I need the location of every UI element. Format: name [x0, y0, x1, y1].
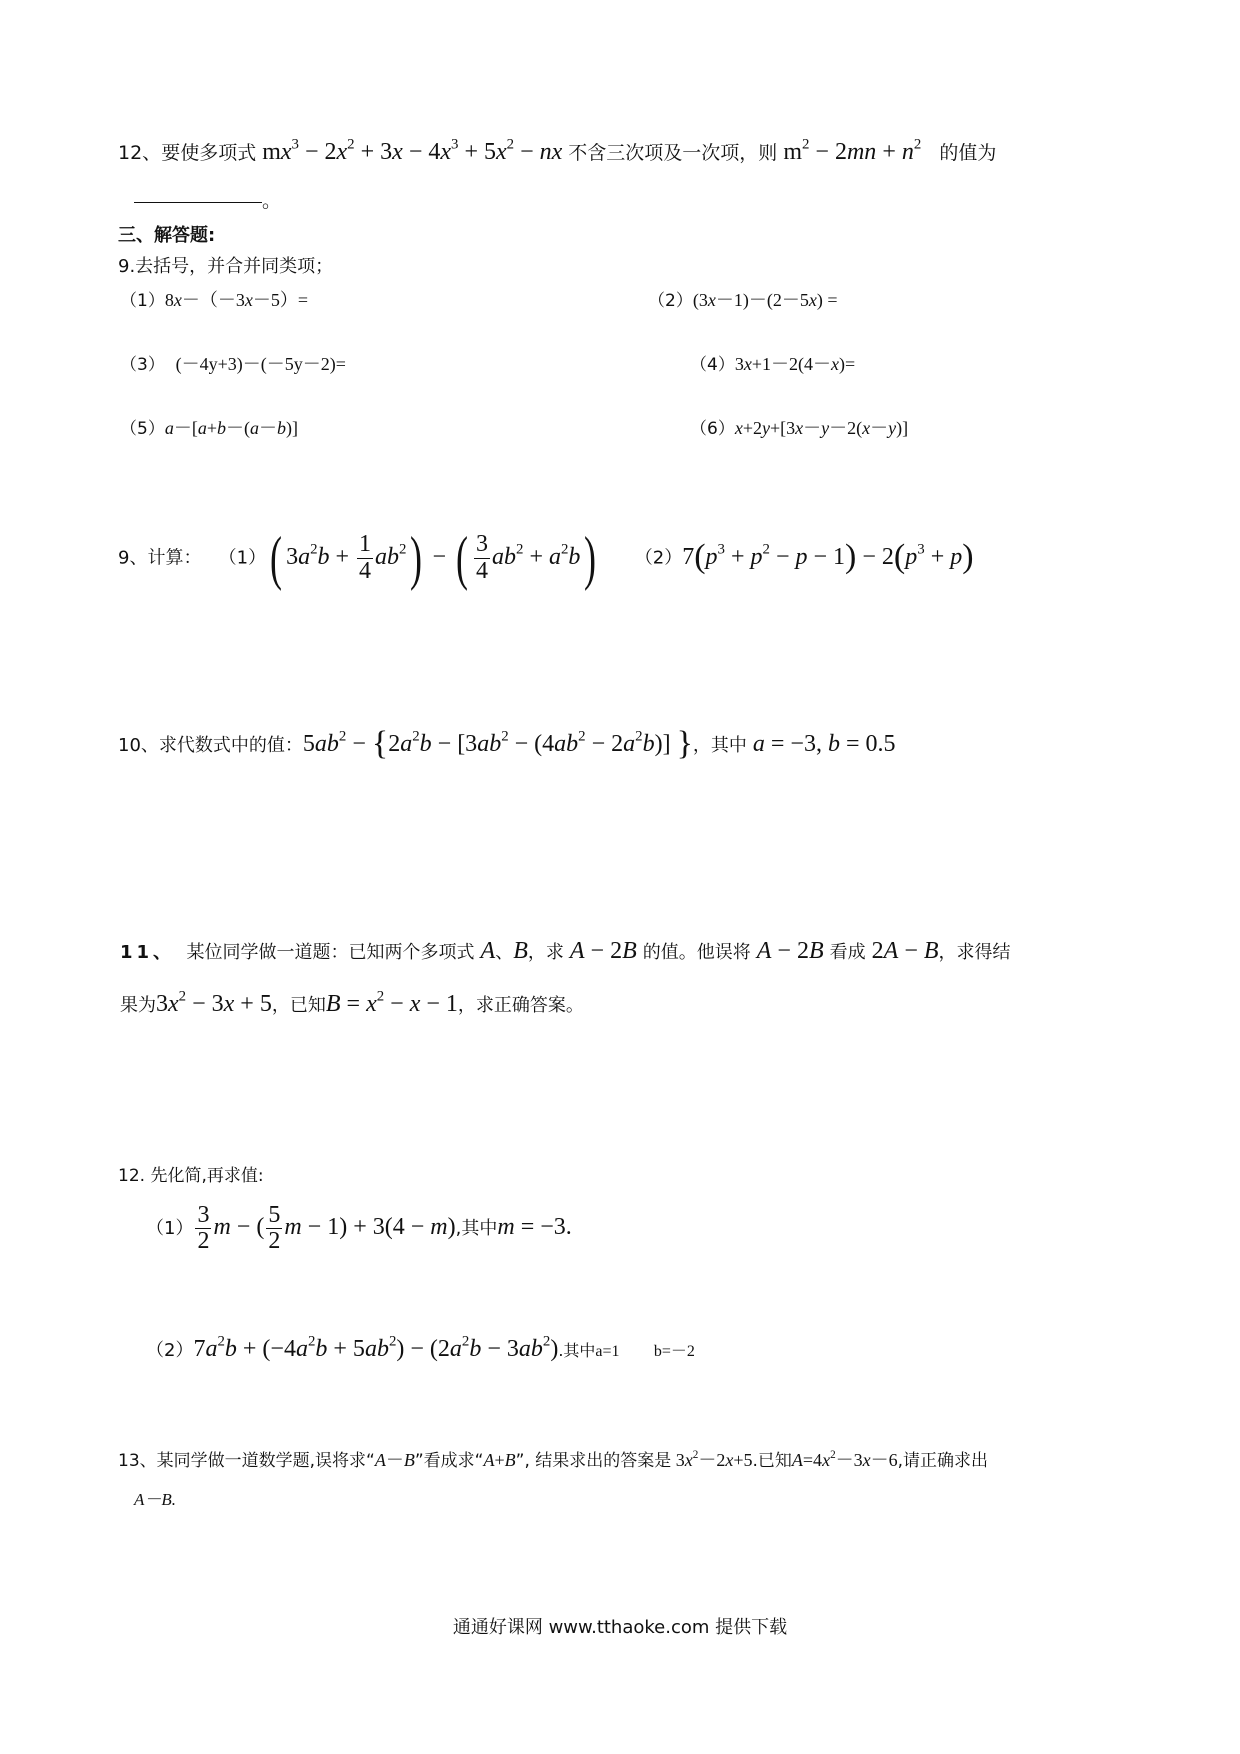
- question-11-line1: 11、 某位同学做一道题：已知两个多项式 A、B，求 A − 2B 的值。他误将 A − 2B 看成 2A − B，求得结: [120, 938, 1011, 964]
- question-10: [118, 724, 896, 765]
- condition-values: a = −3, b = 0.5: [752, 731, 896, 757]
- end-mark: 。: [262, 190, 282, 212]
- section-heading: 三、解答题:: [118, 225, 216, 246]
- question-13-line2: A－B.: [134, 1490, 177, 1509]
- q12-part-2: [146, 1335, 695, 1364]
- q13-text: ”, 结果求出的答案是: [515, 1451, 672, 1471]
- q11-text: ，求正确答案。: [457, 995, 584, 1016]
- q9a-item-6: （6）x+2y+[3x－y－2(x－y)]: [690, 418, 909, 439]
- q9a-item-2: （2）(3x－1)－(2－5x) =: [648, 290, 838, 311]
- question-prefix: 要使多项式: [161, 142, 257, 164]
- answer-blank-line: [134, 190, 281, 213]
- q13-text: ,请正确求出: [897, 1451, 989, 1471]
- polynomial-expression: $mx^3 - 2x^2 + 3x - 4x^3 + 5x^2$ − nx: [256, 136, 563, 165]
- answer-blank: [134, 202, 262, 203]
- q9a-item-4: （4）3x+1－2(4－x)=: [690, 354, 856, 375]
- b-value: b=－2: [653, 1343, 695, 1360]
- expression-2: $7(p^3 + p^2 - p - 1) - 2(p^3 + p)$: [682, 537, 974, 575]
- question-number: 11、: [120, 942, 176, 963]
- part-label: （1）: [218, 547, 267, 569]
- part-label: （1）: [146, 1218, 194, 1240]
- q11-text: ，求: [527, 942, 564, 963]
- expression: $\frac{3}{2}$ m − ( $\frac{5}{2}$ m − 1) + 3(4 − m): [197, 1202, 456, 1255]
- q11-text: ，求得结: [938, 942, 1011, 963]
- item-label: （4）: [690, 355, 735, 375]
- condition-prefix: ，其中: [692, 735, 747, 756]
- item-label: （3）: [120, 355, 165, 375]
- q13-text: .已知: [752, 1451, 792, 1471]
- q11-text: ，已知: [271, 995, 326, 1016]
- question-condition: 不含三次项及一次项，则: [568, 142, 778, 164]
- item-label: （6）: [690, 419, 735, 439]
- question-9a-title: 9.去括号，并合并同类项；: [118, 256, 334, 277]
- condition-prefix: ,其中: [455, 1218, 498, 1240]
- q12-part-1: （1） $\frac{3}{2}$ m − ( $\frac{5}{2}$ m − 1) + 3(4 − m),其中m = −3.: [146, 1202, 572, 1255]
- question-number: 10、: [118, 735, 159, 756]
- expression: $5ab^2 - \{2a^2b - [3ab^2 - (4ab^2 - 2a^2b)]$ }: [302, 725, 693, 762]
- q13-text: ”看成求“: [414, 1451, 484, 1471]
- question-suffix: 的值为: [939, 142, 997, 164]
- footer-source: 通通好课网 www.tthaoke.com 提供下载: [452, 1617, 788, 1638]
- question-9b: [118, 525, 974, 591]
- q11-text: 看成: [829, 942, 866, 963]
- question-12-top: [118, 138, 996, 167]
- q13-text: 某同学做一道数学题,误将求“: [156, 1451, 375, 1471]
- q9a-item-1: （1）8x－（－3x－5）=: [120, 290, 308, 311]
- question-prefix: 求代数式中的值：: [158, 735, 303, 756]
- q11-text: 果为: [120, 995, 156, 1016]
- q11-text: 的值。他误将: [642, 942, 751, 963]
- part-label: （2）: [634, 547, 683, 569]
- q11-text: 某位同学做一道题：已知两个多项式: [186, 942, 475, 963]
- item-label: （1）: [120, 291, 165, 311]
- expression-1: ( $3a^2b$ + $\frac{1}{4}$ $ab^2$) − ( $\frac{3}{4}$ $ab^2 + a^2b$): [270, 525, 597, 591]
- part-label: （2）: [146, 1340, 194, 1361]
- a-value: a=1: [595, 1343, 620, 1360]
- q9a-item-5: （5）a－[a+b－(a－b)]: [120, 418, 298, 439]
- question-12-title: 12. 先化简,再求值:: [118, 1166, 264, 1186]
- q9a-item-3: （3） (－4y+3)－(－5y－2)=: [120, 354, 346, 375]
- question-number: 12、: [118, 142, 162, 164]
- question-number: 13、: [118, 1451, 157, 1471]
- target-expression: $m^2 - 2mn + n^2$: [777, 136, 922, 165]
- question-11-line2: 果为$3x^2 - 3x + 5$，已知$B = x^2 - x - 1$，求正确答案。: [120, 988, 584, 1017]
- item-label: （5）: [120, 419, 165, 439]
- condition-prefix: .其中: [558, 1341, 596, 1360]
- question-13-line1: 13、某同学做一道数学题,误将求“A－B”看成求“A+B”, 结果求出的答案是 $3x^2-2x+5$.已知$A=4x^2-3x-6$,请正确求出: [118, 1449, 989, 1471]
- question-number: 9、计算：: [118, 547, 202, 569]
- item-label: （2）: [648, 291, 693, 311]
- expression: $7a^2b + (-4a^2b + 5ab^2) - (2a^2b - 3ab^2)$: [193, 1333, 559, 1362]
